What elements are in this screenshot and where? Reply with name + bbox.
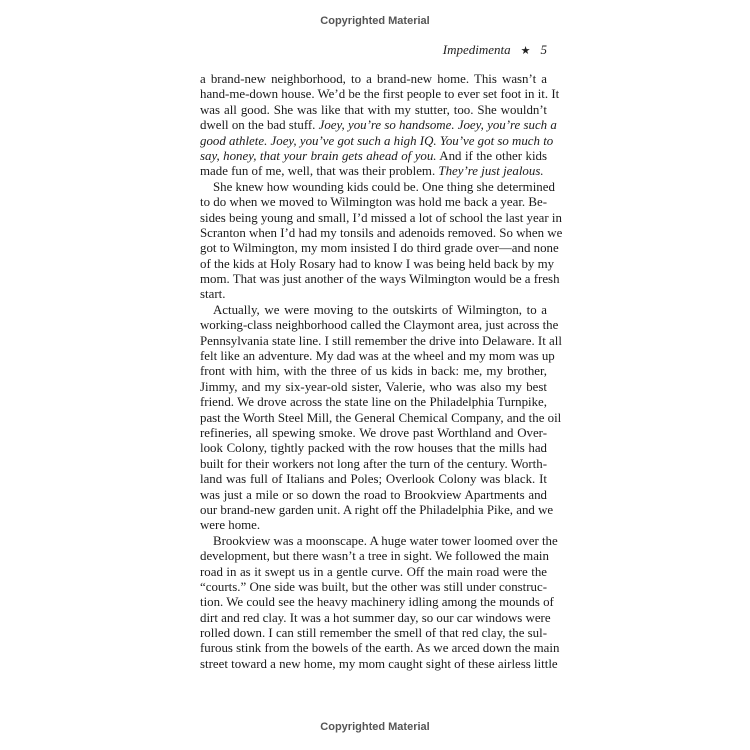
text: tion. We could see the heavy machinery idling among the mounds of — [200, 595, 554, 610]
text-line — [200, 195, 547, 210]
paragraph — [200, 72, 560, 180]
text-line — [200, 318, 559, 333]
text: start. — [200, 287, 226, 302]
text-line — [200, 395, 547, 410]
text-line — [200, 549, 547, 564]
text-line — [200, 610, 551, 626]
text-line — [200, 241, 559, 256]
paragraph — [200, 179, 563, 303]
text-line — [200, 118, 557, 133]
text: Actually, we were moving to the outskirts of Wilmington, to a — [213, 302, 547, 317]
text: furous stink from the bowels of the earth. As we arced down the main — [200, 641, 560, 656]
text-line — [200, 595, 554, 610]
text: She knew how wounding kids could be. One thing she determined — [213, 179, 555, 194]
text-line — [200, 426, 547, 441]
chapter-title: Impedimenta — [442, 42, 511, 57]
paragraph — [200, 302, 562, 534]
text: built for their workers not long after the turn of the century. Worth- — [200, 456, 547, 471]
text: were home. — [200, 518, 261, 533]
text-line — [200, 565, 547, 580]
text-line — [200, 518, 547, 533]
running-head — [443, 42, 547, 58]
text: Scranton when I’d had my tonsils and adenoids removed. So when we — [200, 225, 563, 240]
text: street toward a new home, my mom caught sight of these airless little — [200, 656, 558, 671]
text: a brand-new neighborhood, to a brand-new home. This wasn’t a — [200, 72, 547, 86]
text: refineries, all spewing smoke. We drove past Worthland and Over- — [200, 425, 547, 440]
text: look Colony, tightly packed with the row houses that the mills had — [200, 441, 547, 456]
italic-text: good athlete. Joey, you’ve got such a high IQ. You’ve got so much to — [200, 133, 554, 148]
text-line — [200, 410, 562, 426]
text: was all good. She was like that with my stutter, too. She wouldn’t — [200, 102, 547, 117]
text: development, but there wasn’t a tree in sight. We followed the main — [200, 549, 549, 564]
text-line — [200, 225, 563, 241]
text: dwell on the bad stuff. — [200, 118, 319, 133]
text-line — [200, 179, 555, 195]
text-line — [200, 72, 547, 87]
copyright-watermark-bottom: Copyrighted Material — [320, 721, 430, 733]
text: working-class neighborhood called the Claymont area, just across the — [200, 318, 559, 333]
text: hand-me-down house. We’d be the first people to ever set foot in it. It — [200, 87, 560, 102]
text-line — [200, 272, 560, 287]
paragraph — [200, 533, 560, 673]
text: Brookview was a moonscape. A huge water tower loomed over the — [213, 533, 558, 548]
text-line — [200, 210, 562, 226]
body-text — [200, 72, 563, 672]
italic-text: Joey, you’re so handsome. Joey, you’re such a — [318, 118, 557, 133]
text: of the kids at Holy Rosary had to know I was being held back by my — [200, 256, 555, 271]
text-line — [200, 349, 555, 364]
text-line — [200, 149, 547, 164]
text-line — [200, 256, 555, 272]
text-line — [200, 364, 547, 379]
text: And if the other kids — [436, 148, 547, 163]
text: rolled down. I can still remember the smell of that red clay, the sul- — [200, 626, 547, 641]
text-line — [200, 626, 547, 641]
text: past the Worth Steel Mill, the General Chemical Company, and the oil — [200, 410, 562, 425]
text: dirt and red clay. It was a hot summer day, so our car windows were — [200, 610, 551, 625]
italic-text: say, honey, that your brain gets ahead of you. — [200, 148, 437, 163]
text: land was full of Italians and Poles; Overlook Colony was black. It — [200, 472, 547, 487]
copyright-watermark-top: Copyrighted Material — [320, 15, 430, 27]
italic-text: They’re just jealous. — [438, 164, 544, 179]
text-line — [200, 472, 547, 487]
text: mom. That was just another of the ways Wilmington would be a fresh — [200, 272, 560, 287]
text-line — [200, 103, 547, 118]
text: front with him, with the three of us kids in back: me, my brother, — [200, 364, 547, 379]
text: felt like an adventure. My dad was at the wheel and my mom was up — [200, 349, 555, 364]
text: made fun of me, well, that was their problem. — [200, 164, 439, 179]
text-line — [200, 502, 554, 518]
text-line — [200, 641, 560, 656]
text: to do when we moved to Wilmington was hold me back a year. Be- — [200, 195, 547, 210]
text-line — [200, 133, 554, 149]
text: road in as it swept us in a gentle curve. Off the main road were the — [200, 564, 547, 579]
text: “courts.” One side was built, but the other was still under construc- — [200, 579, 547, 594]
text-line — [200, 656, 558, 672]
text: got to Wilmington, my mom insisted I do third grade over—and none — [200, 241, 559, 256]
text-line — [200, 87, 560, 102]
text-line — [200, 380, 547, 395]
star-separator-icon: ★ — [520, 45, 531, 57]
text-line — [200, 303, 547, 318]
text-line — [200, 441, 547, 456]
text-line — [200, 333, 562, 349]
text-line — [200, 287, 547, 302]
text-line — [200, 533, 558, 549]
text: friend. We drove across the state line on the Philadelphia Turnpike, — [200, 395, 547, 410]
text-line — [200, 488, 547, 503]
text-line — [200, 457, 547, 472]
text: was just a mile or so down the road to Brookview Apartments and — [200, 487, 547, 502]
text: Pennsylvania state line. I still remember the drive into Delaware. It all — [200, 333, 562, 348]
text: our brand-new garden unit. A right off the Philadelphia Pike, and we — [200, 502, 554, 517]
text-line — [200, 580, 547, 595]
text: Jimmy, and my six-year-old sister, Valerie, who was also my best — [200, 379, 547, 394]
page-number: 5 — [540, 42, 547, 57]
text: sides being young and small, I’d missed a lot of school the last year in — [200, 210, 562, 225]
text-line — [200, 164, 547, 179]
